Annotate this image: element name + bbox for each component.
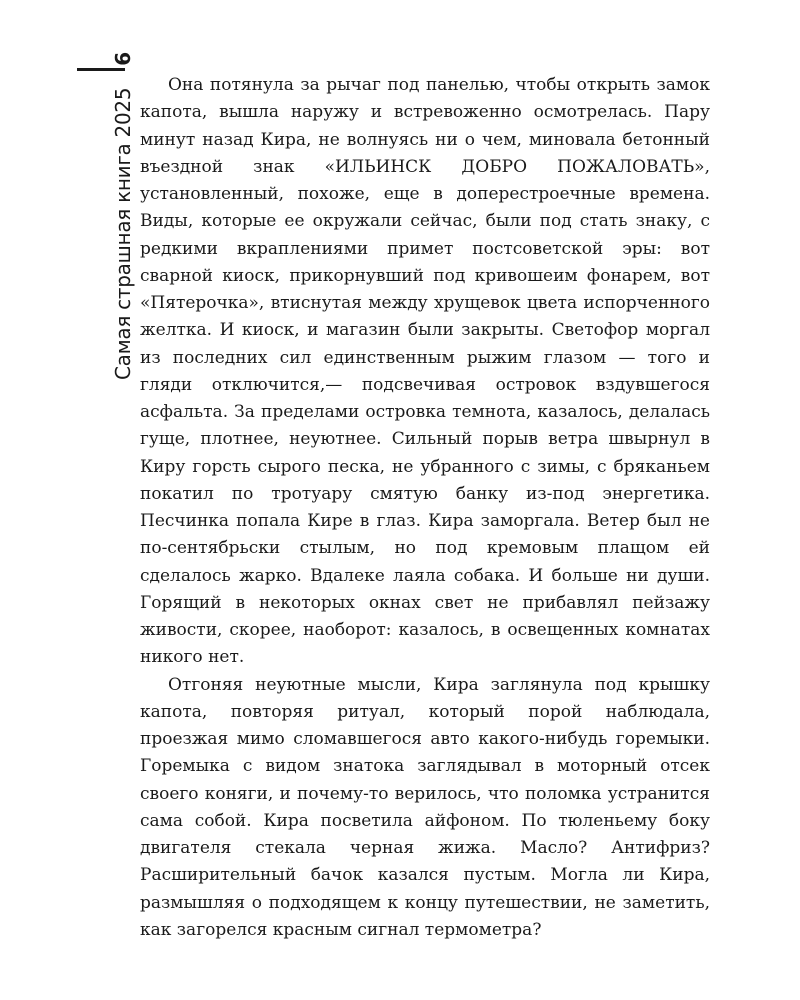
paragraph-2: Отгоняя неуютные мысли, Кира заглянула под крышку капота, повторяя ритуал, который порой наблюдала, проезжая мимо сломавшегося авто какого-нибудь горемыки. Горемыка с видом знатока заглядывал в моторный отсек своего коняги, и почему-то верилось, что поломка устранится сама собой. Кира посветила айфоном. По тюленьему боку двигателя стекала черная жижа. Масло? Антифриз? Расширительный бачок казался пустым. Могла ли Кира, размышляя о подходящем к концу путешествии, не заметить, как загорелся красным сигнал термометра? [140,674,710,940]
running-header-line [111,52,135,380]
paragraph-1: Она потянула за рычаг под панелью, чтобы открыть замок капота, вышла наружу и встревоженно осмотрелась. Пару минут назад Кира, не волнуясь ни о чем, миновала бетонный въездной знак «ИЛЬИНСК ДОБРО ПОЖАЛОВАТЬ», установленный, похоже, еще в доперестроечные времена. Виды, которые ее окружали сейчас, были под стать знаку, с редкими вкраплениями примет постсоветской эры: вот сварной киоск, прикорнувший под кривошеим фонарем, вот «Пятерочка», втиснутая между хрущевок цвета испорченного желтка. И киоск, и магазин были закрыты. Светофор моргал из последних сил единственным рыжим глазом — того и гляди отключится,— подсвечивая островок вздувшегося асфальта. За пределами островка темнота, казалось, делалась гуще, плотнее, неуютнее. Сильный порыв ветра швырнул в Киру горсть сырого песка, не убранного с зимы, с бряканьем покатил по тротуару смятую банку из-под энергетика. Песчинка попала Кире в глаз. Кира заморгала. Ветер был не по-сентябрьски стылым, но под кремовым плащом ей сделалось жарко. Вдалеке лаяла собака. И больше ни души. Горящий в некоторых окнах свет не прибавлял пейзажу живости, скорее, наоборот: казалось, в освещенных комнатах никого нет. [140,75,710,668]
page-number: 6 [111,52,135,66]
page-body [140,72,710,944]
book-title: Самая страшная книга 2025 [111,87,135,380]
running-header [82,52,135,380]
